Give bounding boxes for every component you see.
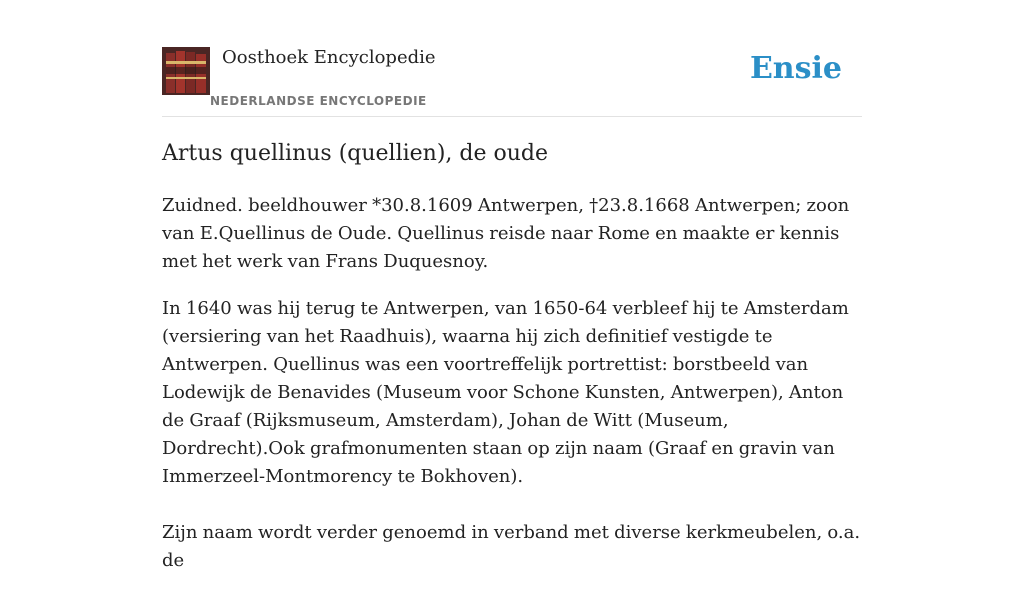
article-paragraph: Zuidned. beeldhouwer *30.8.1609 Antwerpen, †23.8.1668 Antwerpen; zoon van E.Quellinus de Oude. Quellinus reisde naar Rome en maakte er kennis met het werk van Frans Duquesnoy.: [162, 195, 850, 272]
article-title: Artus quellinus (quellien), de oude: [162, 141, 549, 166]
encyclopedia-subtitle: NEDERLANDSE ENCYCLOPEDIE: [210, 94, 427, 108]
encyclopedia-title[interactable]: Oosthoek Encyclopedie: [222, 47, 436, 68]
article-paragraph: In 1640 was hij terug te Antwerpen, van 1650-64 verbleef hij te Amsterdam (versiering van het Raadhuis), waarna hij zich definitief vestigde te Antwerpen. Quellinus was een voortreffelijk portrettist: borstbeeld van Lodewijk de Benavides (Museum voor Schone Kunsten, Antwerpen), Anton de Graaf (Rijksmuseum, Amsterdam), Johan de Witt (Museum, Dordrecht).Ook grafmonumenten staan op zijn naam (Graaf en gravin van Immerzeel-Montmorency te Bokhoven).: [162, 298, 849, 487]
book-spines-icon: [162, 47, 210, 95]
article-paragraph: Zijn naam wordt verder genoemd in verband met diverse kerkmeubelen, o.a. de: [162, 522, 861, 571]
header: [162, 47, 862, 117]
encyclopedia-avatar[interactable]: [162, 47, 210, 95]
ensie-logo-link[interactable]: Ensie: [749, 51, 842, 86]
article: [162, 138, 862, 594]
